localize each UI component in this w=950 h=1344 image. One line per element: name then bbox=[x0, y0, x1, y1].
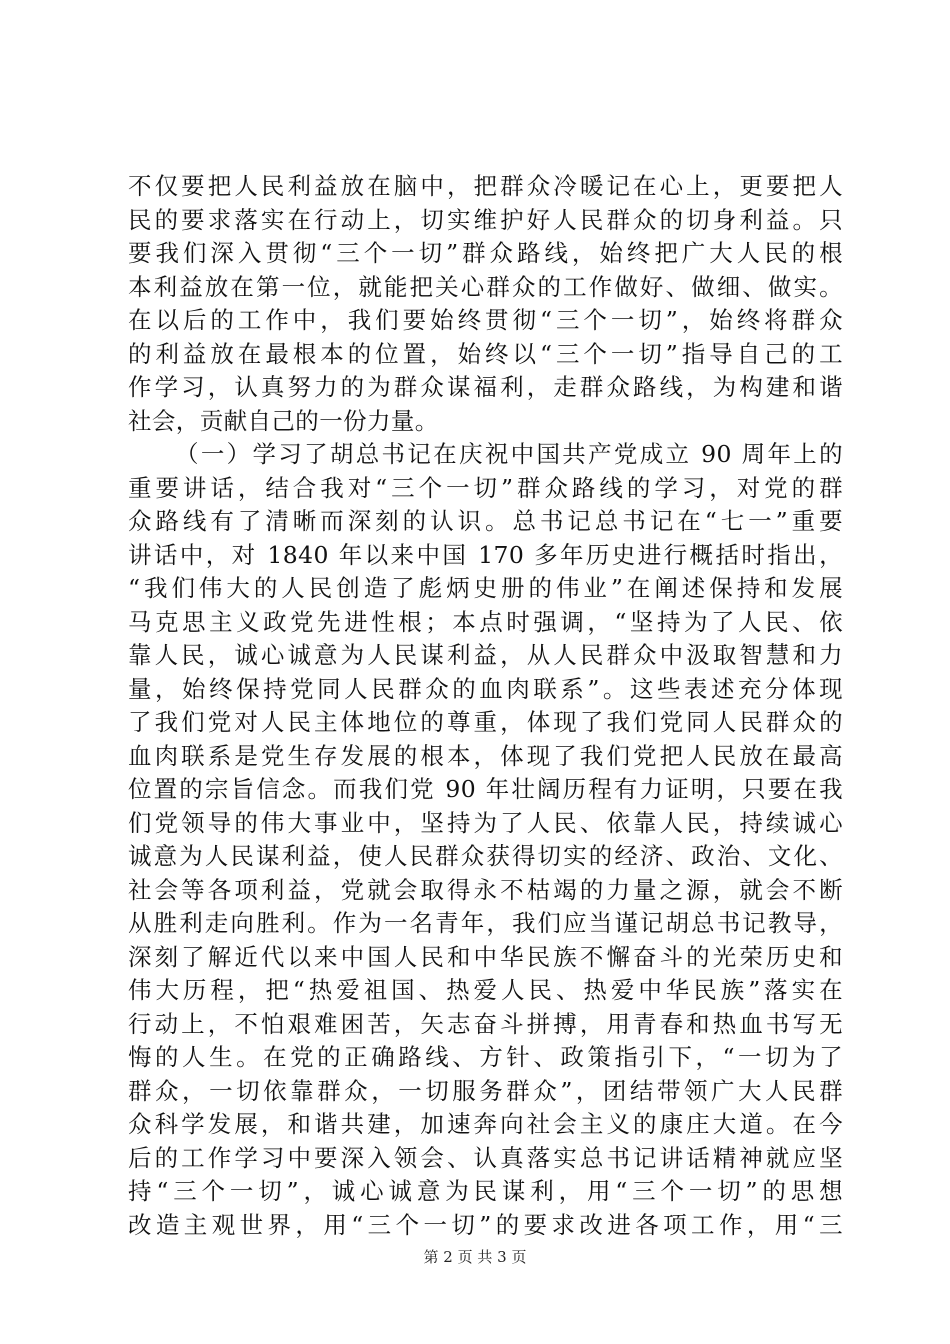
text-line: 靠人民，诚心诚意为人民谋利益，从人民群众中汲取智慧和力 bbox=[128, 641, 843, 669]
body-text bbox=[128, 170, 843, 1242]
text-line: 血肉联系是党生存发展的根本，体现了我们党把人民放在最高 bbox=[128, 741, 843, 770]
text-line: “我们伟大的人民创造了彪炳史册的伟业”在阐述保持和发展 bbox=[128, 574, 843, 602]
text-line: 深刻了解近代以来中国人民和中华民族不懈奋斗的光荣历史和 bbox=[128, 942, 843, 971]
text-line: 从胜利走向胜利。作为一名青年，我们应当谨记胡总书记教导， bbox=[128, 909, 843, 937]
text-line: 作学习，认真努力的为群众谋福利，走群众路线，为构建和谐 bbox=[128, 373, 843, 401]
text-line: 的利益放在最根本的位置，始终以“三个一切”指导自己的工 bbox=[128, 339, 843, 368]
text-line: 要我们深入贯彻“三个一切”群众路线，始终把广大人民的根 bbox=[128, 239, 843, 267]
paragraph-first-line: （一）学习了胡总书记在庆祝中国共产党成立 90 周年上的 bbox=[175, 440, 843, 468]
text-line: 在以后的工作中，我们要始终贯彻“三个一切”，始终将群众 bbox=[128, 306, 843, 334]
text-line: 位置的宗旨信念。而我们党 90 年壮阔历程有力证明，只要在我 bbox=[128, 775, 843, 803]
text-line: 伟大历程，把“热爱祖国、热爱人民、热爱中华民族”落实在 bbox=[128, 976, 843, 1004]
text-line: 量，始终保持党同人民群众的血肉联系”。这些表述充分体现 bbox=[128, 674, 843, 703]
text-line: 行动上，不怕艰难困苦，矢志奋斗拼搏，用青春和热血书写无 bbox=[128, 1009, 843, 1038]
text-line: 了我们党对人民主体地位的尊重，体现了我们党同人民群众的 bbox=[128, 708, 843, 736]
text-line: 改造主观世界，用“三个一切”的要求改进各项工作，用“三 bbox=[128, 1210, 843, 1239]
text-line: 本利益放在第一位，就能把关心群众的工作做好、做细、做实。 bbox=[128, 272, 843, 301]
text-line: 们党领导的伟大事业中，坚持为了人民、依靠人民，持续诚心 bbox=[128, 808, 843, 837]
text-line: 不仅要把人民利益放在脑中，把群众冷暖记在心上，更要把人 bbox=[128, 172, 843, 200]
text-line: 民的要求落实在行动上，切实维护好人民群众的切身利益。只 bbox=[128, 205, 843, 234]
text-line: 悔的人生。在党的正确路线、方针、政策指引下，“一切为了 bbox=[128, 1043, 843, 1071]
text-line: 讲话中，对 1840 年以来中国 170 多年历史进行概括时指出， bbox=[128, 540, 843, 569]
text-line: 群众，一切依靠群众，一切服务群众”，团结带领广大人民群 bbox=[128, 1076, 843, 1105]
text-line: 社会等各项利益，党就会取得永不枯竭的力量之源，就会不断 bbox=[128, 875, 843, 904]
page-footer bbox=[0, 1246, 950, 1267]
page-number: 第 2 页 共 3 页 bbox=[423, 1248, 527, 1266]
text-line: 持“三个一切”，诚心诚意为民谋利，用“三个一切”的思想 bbox=[128, 1177, 843, 1205]
text-line: 重要讲话，结合我对“三个一切”群众路线的学习，对党的群 bbox=[128, 473, 843, 502]
text-line: 众路线有了清晰而深刻的认识。总书记总书记在“七一”重要 bbox=[128, 507, 843, 535]
text-line: 众科学发展，和谐共建，加速奔向社会主义的康庄大道。在今 bbox=[128, 1110, 843, 1138]
text-line: 社会，贡献自己的一份力量。 bbox=[128, 406, 439, 435]
text-line: 马克思主义政党先进性根；本点时强调，“坚持为了人民、依 bbox=[128, 607, 843, 636]
text-line: 诚意为人民谋利益，使人民群众获得切实的经济、政治、文化、 bbox=[128, 842, 843, 870]
text-line: 后的工作学习中要深入领会、认真落实总书记讲话精神就应坚 bbox=[128, 1143, 843, 1172]
